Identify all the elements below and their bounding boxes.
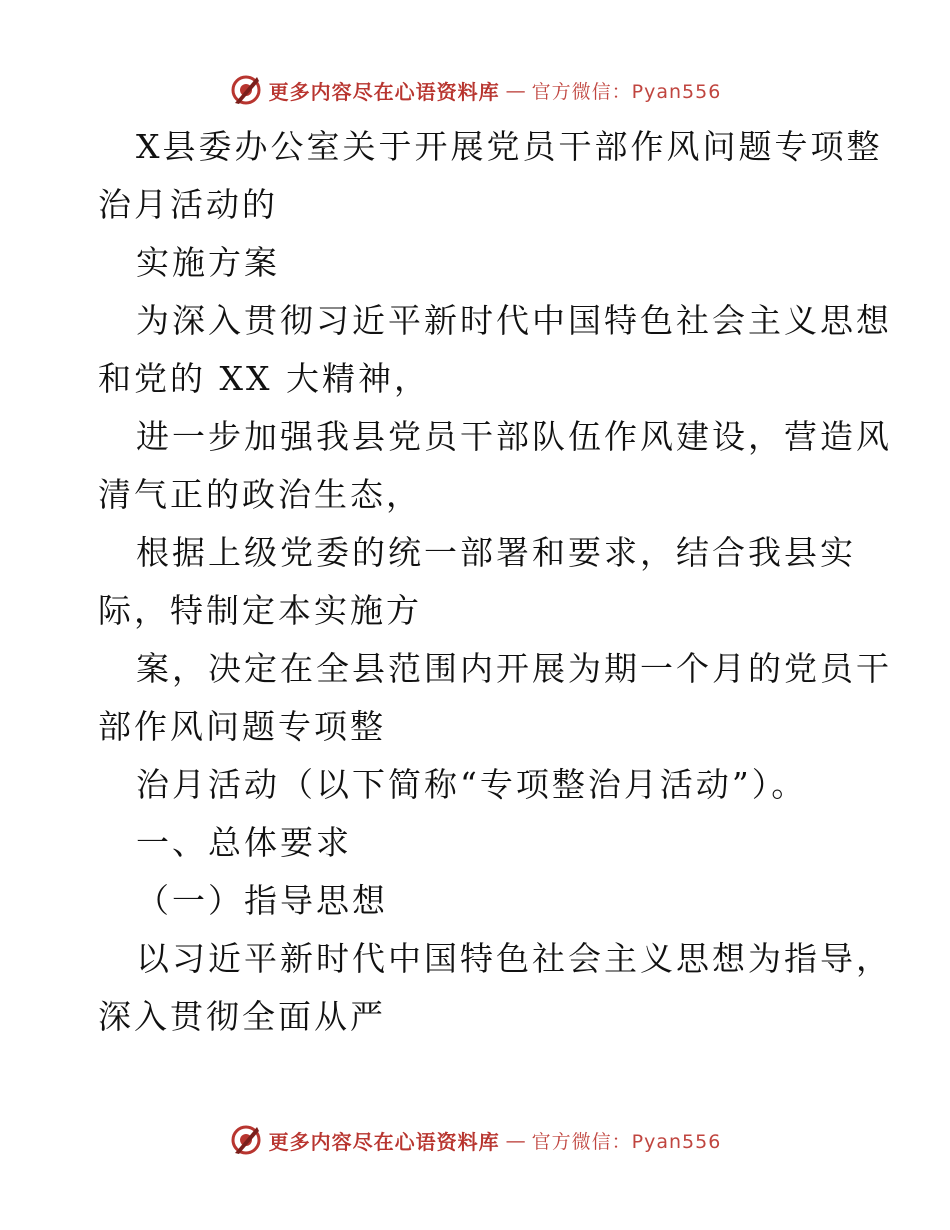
header-watermark: [0, 70, 950, 110]
watermark-dash: —: [505, 78, 526, 102]
quill-logo-icon: [229, 1123, 263, 1157]
doc-line: 根据上级党委的统一部署和要求，结合我县实: [136, 533, 856, 572]
doc-line: 案，决定在全县范围内开展为期一个月的党员干: [136, 649, 892, 688]
doc-line: 进一步加强我县党员干部队伍作风建设，营造风: [136, 417, 892, 456]
doc-line: 际，特制定本实施方: [98, 591, 422, 630]
doc-line: 为深入贯彻习近平新时代中国特色社会主义思想: [136, 301, 892, 340]
doc-line: 一、总体要求: [136, 823, 352, 862]
footer-watermark: [0, 1120, 950, 1160]
doc-line: 深入贯彻全面从严: [98, 997, 386, 1036]
doc-line: 和党的 XX 大精神，: [98, 359, 430, 398]
doc-line: 以习近平新时代中国特色社会主义思想为指导，: [136, 939, 892, 978]
watermark-main-text: 更多内容尽在心语资料库: [268, 79, 500, 104]
quill-logo-icon: [229, 73, 263, 107]
doc-line: 清气正的政治生态，: [98, 475, 422, 514]
document-body: [98, 118, 892, 1046]
doc-line: X县委办公室关于开展党员干部作风问题专项整: [136, 127, 883, 166]
watermark-wechat-text: 官方微信：Pyan556: [531, 80, 722, 103]
doc-line: 实施方案: [136, 243, 280, 282]
doc-line: 治月活动的: [98, 185, 278, 224]
doc-line: （一）指导思想: [136, 881, 388, 920]
watermark-wechat-text: 官方微信：Pyan556: [531, 1130, 722, 1153]
watermark-dash: —: [505, 1128, 526, 1152]
doc-line: 部作风问题专项整: [98, 707, 386, 746]
doc-line: 治月活动（以下简称“专项整治月活动”）。: [136, 765, 808, 804]
watermark-main-text: 更多内容尽在心语资料库: [268, 1129, 500, 1154]
